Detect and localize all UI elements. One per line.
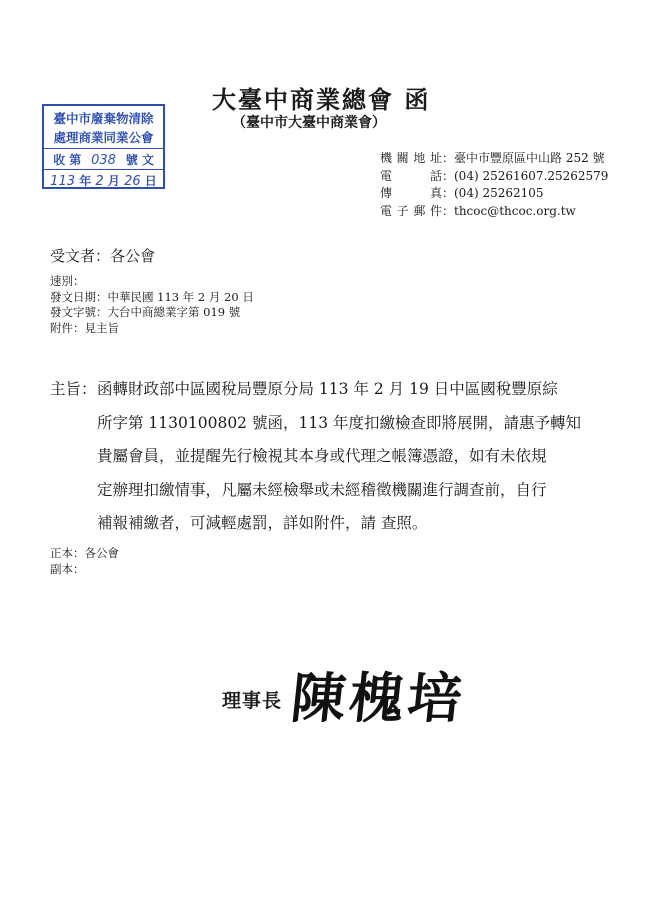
- contact-email-label: 電子郵件: [380, 203, 442, 218]
- contact-address-value: ：臺中市豐原區中山路 252 號: [442, 151, 605, 165]
- recipient: 受文者：各公會: [50, 247, 156, 265]
- stamp-date-row: [44, 172, 163, 189]
- contact-phone: [380, 168, 608, 186]
- contact-address-label: 機關地址: [380, 151, 442, 165]
- subject-body: [97, 373, 617, 541]
- distribution-copy: 副本：: [50, 561, 85, 576]
- stamp-receipt-row: [44, 151, 163, 168]
- stamp-divider: [44, 169, 163, 170]
- contact-address: [380, 150, 608, 168]
- document-meta: [50, 274, 254, 336]
- meta-doc-number: 發文字號：大台中商總業字第 019 號: [50, 305, 241, 319]
- distribution-original: 正本：各公會: [50, 546, 119, 560]
- subject-line: 所字第 1130100802 號函，113 年度扣繳檢查即將展開，請惠予轉知: [97, 413, 581, 432]
- distribution: [50, 546, 119, 577]
- stamp-org-line1: 臺中市廢棄物清除: [53, 111, 154, 126]
- contact-phone-label: 電 話: [380, 168, 442, 183]
- receipt-stamp: [42, 104, 165, 189]
- stamp-date-day-unit: 日: [144, 174, 157, 188]
- letterhead-subtitle: （臺中市大臺中商業會）: [232, 115, 386, 131]
- stamp-date-day: 26: [124, 174, 141, 189]
- signature-title: 理事長: [222, 690, 283, 712]
- subject-line: 貴屬會員，並提醒先行檢視其本身或代理之帳簿憑證，如有未依規: [97, 447, 547, 465]
- contact-fax-value: ：(04) 25262105: [442, 186, 544, 200]
- meta-speed: 速別：: [50, 274, 85, 288]
- contact-fax-label: 傳 真: [380, 186, 442, 200]
- stamp-org-line2: 處理商業同業公會: [53, 130, 154, 145]
- contact-block: [380, 150, 608, 220]
- meta-attachment: 附件：見主旨: [50, 320, 119, 335]
- stamp-date-month-unit: 月: [107, 174, 120, 188]
- signature-name: 陳槐培: [288, 666, 469, 730]
- stamp-date-year-unit: 年: [79, 174, 92, 188]
- contact-fax: [380, 185, 608, 203]
- stamp-receipt-suffix: 號 文: [125, 153, 154, 167]
- stamp-date-month: 2: [95, 174, 104, 189]
- meta-date: 發文日期：中華民國 113 年 2 月 20 日: [50, 289, 254, 304]
- subject-lead: 主旨：: [50, 380, 97, 398]
- letterhead-title: 大臺中商業總會 函: [212, 85, 431, 114]
- contact-phone-value: ：(04) 25261607.25262579: [442, 168, 609, 183]
- stamp-receipt-number: 038: [91, 153, 116, 168]
- stamp-divider: [44, 148, 163, 149]
- contact-email: [380, 203, 608, 221]
- subject-line: 定辦理扣繳情事，凡屬未經檢舉或未經稽徵機關進行調查前，自行: [97, 480, 547, 499]
- subject-line: 補報補繳者，可減輕處罰，詳如附件，請 查照。: [97, 514, 428, 532]
- stamp-receipt-prefix: 收 第: [53, 153, 82, 167]
- subject-line: 函轉財政部中區國稅局豐原分局 113 年 2 月 19 日中區國稅豐原綜: [97, 380, 558, 398]
- stamp-date-year: 113: [50, 174, 75, 189]
- contact-email-value: ：thcoc@thcoc.org.tw: [442, 203, 576, 218]
